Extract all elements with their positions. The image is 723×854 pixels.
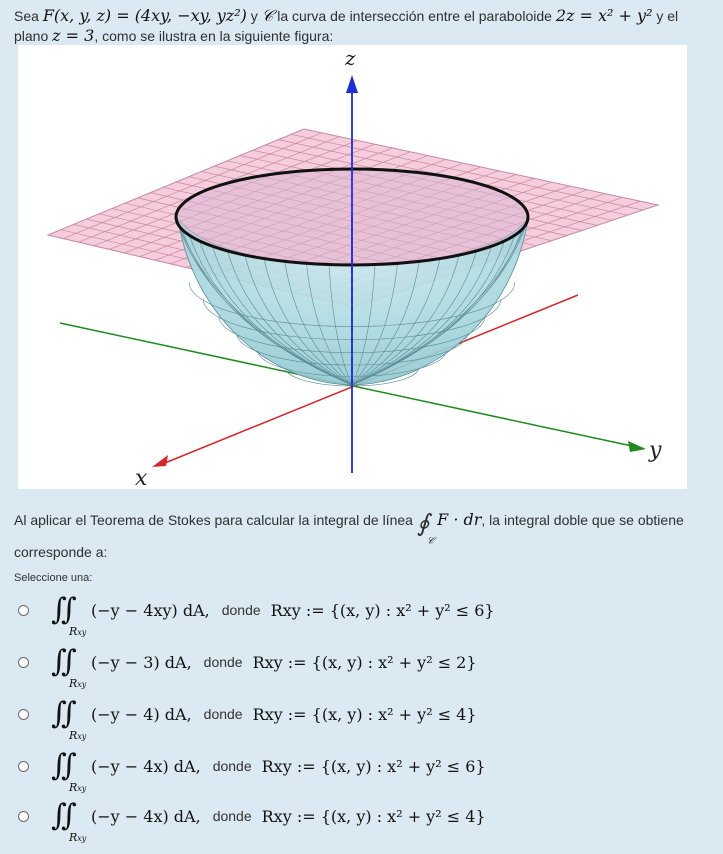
- option-5-radio[interactable]: [18, 811, 29, 822]
- stokes-text-before: Al aplicar el Teorema de Stokes para calcular la integral de línea: [14, 512, 417, 528]
- axis-label-z: z: [345, 46, 356, 70]
- prompt-text-curve: la curva de intersección entre el paraboloide: [273, 8, 556, 24]
- double-integral-symbol: ∬ Rxy: [51, 798, 87, 844]
- option-3-radio[interactable]: [18, 709, 29, 720]
- option-4[interactable]: [14, 744, 704, 794]
- option-1-radio[interactable]: [18, 605, 29, 616]
- line-integral-curve: 𝒞: [426, 536, 435, 547]
- prompt-text-y: y: [246, 8, 262, 24]
- question-prompt: [14, 6, 704, 46]
- option-1[interactable]: [14, 588, 704, 638]
- line-integral-integrand: F · dr: [437, 510, 482, 529]
- stokes-text-after: , la integral doble que se obtiene corresponde a:: [14, 512, 684, 560]
- z-axis-arrow: [346, 75, 358, 93]
- option-1-donde: donde: [221, 602, 261, 618]
- option-2-radio[interactable]: [18, 657, 29, 668]
- double-integral-symbol: ∬ Rxy: [51, 644, 87, 690]
- plane-equation: z = 3: [52, 26, 95, 45]
- option-5-donde: donde: [212, 808, 252, 824]
- option-4-region: Rxy := {(x, y) : x² + y² ≤ 6}: [261, 756, 486, 776]
- curve-symbol: 𝒞: [261, 6, 274, 25]
- vector-field-formula: F(x, y, z) = (4xy, −xy, yz²): [42, 6, 247, 25]
- option-2-integrand: (−y − 3) dA,: [91, 652, 192, 672]
- option-4-donde: donde: [212, 758, 252, 774]
- option-1-integrand: (−y − 4xy) dA,: [91, 600, 210, 620]
- option-3-donde: donde: [203, 706, 243, 722]
- double-integral-symbol: ∬ Rxy: [51, 696, 87, 742]
- option-3-integrand: (−y − 4) dA,: [91, 704, 192, 724]
- option-4-radio[interactable]: [18, 761, 29, 772]
- option-1-region: Rxy := {(x, y) : x² + y² ≤ 6}: [270, 600, 495, 620]
- option-2-donde: donde: [203, 654, 243, 670]
- x-axis-arrow: [152, 455, 168, 467]
- prompt-text-end: , como se ilustra en la siguiente figura:: [94, 28, 334, 44]
- option-4-integrand: (−y − 4x) dA,: [91, 756, 201, 776]
- y-axis-arrow: [628, 441, 646, 452]
- paraboloid-equation: 2z = x² + y²: [555, 6, 653, 25]
- option-2[interactable]: [14, 640, 704, 690]
- option-3[interactable]: [14, 692, 704, 742]
- axis-label-y: y: [649, 438, 662, 463]
- select-label: Seleccione una:: [14, 572, 93, 584]
- option-5-region: Rxy := {(x, y) : x² + y² ≤ 4}: [261, 806, 486, 826]
- double-integral-symbol: ∬ Rxy: [51, 748, 87, 794]
- prompt-text-sea: Sea: [14, 8, 43, 24]
- double-integral-symbol: ∬ Rxy: [51, 592, 87, 638]
- option-3-region: Rxy := {(x, y) : x² + y² ≤ 4}: [252, 704, 477, 724]
- prompt-text-plane: y el plano: [14, 8, 679, 44]
- surface-figure-svg: [18, 45, 687, 489]
- option-5[interactable]: [14, 794, 704, 844]
- option-5-integrand: (−y − 4x) dA,: [91, 806, 201, 826]
- line-integral-symbol: ∮ 𝒞: [417, 509, 430, 537]
- option-2-region: Rxy := {(x, y) : x² + y² ≤ 2}: [252, 652, 477, 672]
- surface-figure: [18, 45, 687, 489]
- axis-label-x: x: [135, 466, 148, 489]
- stokes-statement: [14, 505, 704, 567]
